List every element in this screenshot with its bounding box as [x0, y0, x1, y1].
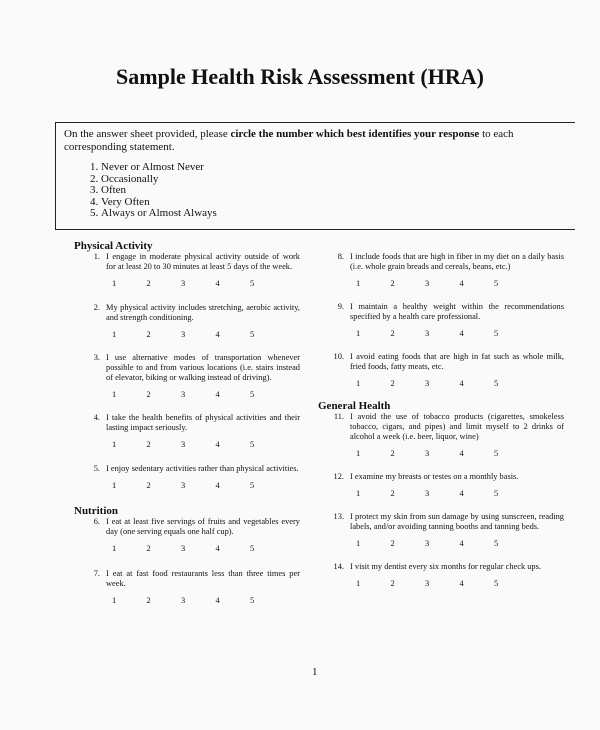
instructions-text	[64, 128, 567, 153]
rating-option[interactable]: 1	[356, 579, 361, 588]
question-number: 3.	[93, 353, 100, 362]
rating-scale	[356, 279, 564, 289]
rating-option[interactable]: 1	[356, 539, 361, 548]
rating-scale	[112, 390, 300, 400]
rating-option[interactable]: 4	[215, 481, 220, 490]
rating-option[interactable]: 3	[181, 544, 186, 553]
question-7	[70, 569, 300, 606]
rating-option[interactable]: 1	[112, 330, 117, 339]
rating-option[interactable]: 2	[390, 329, 395, 338]
question-11	[314, 412, 564, 459]
question-8	[314, 252, 564, 289]
rating-scale	[112, 440, 300, 450]
question-text: I enjoy sedentary activities rather than physical activities.	[106, 464, 299, 473]
rating-option[interactable]: 5	[494, 489, 499, 498]
rating-scale	[112, 544, 300, 554]
rating-option[interactable]: 4	[215, 596, 220, 605]
question-text: I avoid eating foods that are high in fat such as whole milk, fried foods, fatty meats, etc.	[350, 352, 564, 371]
rating-option[interactable]: 2	[146, 544, 151, 553]
rating-option[interactable]: 3	[425, 329, 430, 338]
rating-option[interactable]: 4	[215, 330, 220, 339]
rating-option[interactable]: 2	[146, 279, 151, 288]
rating-option[interactable]: 3	[425, 539, 430, 548]
question-10	[314, 352, 564, 389]
rating-option[interactable]: 2	[390, 449, 395, 458]
rating-option[interactable]: 3	[425, 379, 430, 388]
rating-option[interactable]: 5	[250, 481, 255, 490]
rating-option[interactable]: 5	[250, 390, 255, 399]
question-number: 12.	[333, 472, 344, 481]
rating-scale	[356, 489, 564, 499]
response-option: 3. Often	[101, 185, 567, 197]
rating-option[interactable]: 5	[250, 596, 255, 605]
question-12	[314, 472, 564, 499]
question-13	[314, 512, 564, 549]
question-text: I visit my dentist every six months for regular check ups.	[350, 562, 541, 571]
left-column	[70, 240, 300, 606]
rating-option[interactable]: 3	[425, 579, 430, 588]
question-9	[314, 302, 564, 339]
question-text: I use alternative modes of transportation whenever possible to and from various locations (i.e. stairs instead of elevator, biking or walking instead of driving).	[106, 353, 300, 382]
question-text: I protect my skin from sun damage by using sunscreen, reading labels, and/or avoiding tanning booths and tanning beds.	[350, 512, 564, 531]
rating-option[interactable]: 4	[215, 390, 220, 399]
response-option: 5. Always or Almost Always	[101, 208, 567, 220]
question-number: 2.	[93, 303, 100, 312]
rating-option[interactable]: 2	[390, 579, 395, 588]
question-3	[70, 353, 300, 400]
question-1	[70, 252, 300, 289]
rating-scale	[356, 329, 564, 339]
rating-option[interactable]: 1	[356, 329, 361, 338]
question-number: 8.	[337, 252, 344, 261]
response-option: 4. Very Often	[101, 197, 567, 209]
rating-option[interactable]: 1	[112, 544, 117, 553]
response-options-list	[64, 162, 567, 220]
question-text: I engage in moderate physical activity outside of work for at least 20 to 30 minutes at least 5 days of the week.	[106, 252, 300, 271]
question-5	[70, 464, 300, 491]
rating-option[interactable]: 2	[146, 481, 151, 490]
rating-option[interactable]: 5	[494, 279, 499, 288]
rating-option[interactable]: 1	[356, 279, 361, 288]
right-column	[314, 252, 564, 589]
rating-option[interactable]: 5	[494, 579, 499, 588]
question-text: I maintain a healthy weight within the recommendations specified by a health care professional.	[350, 302, 564, 321]
rating-scale	[112, 330, 300, 340]
rating-scale	[356, 449, 564, 459]
rating-option[interactable]: 1	[356, 379, 361, 388]
rating-option[interactable]: 2	[146, 440, 151, 449]
rating-option[interactable]: 3	[181, 330, 186, 339]
question-number: 10.	[333, 352, 344, 361]
question-14	[314, 562, 564, 589]
rating-option[interactable]: 2	[390, 379, 395, 388]
rating-option[interactable]: 2	[146, 596, 151, 605]
question-text: I eat at least five servings of fruits and vegetables every day (one serving equals one half cup).	[106, 517, 300, 536]
rating-option[interactable]: 1	[356, 449, 361, 458]
question-number: 9.	[337, 302, 344, 311]
instructions-text-start: On the answer sheet provided, please	[64, 128, 231, 140]
rating-option[interactable]: 4	[459, 329, 464, 338]
rating-option[interactable]: 4	[215, 544, 220, 553]
question-number: 11.	[333, 412, 344, 421]
rating-option[interactable]: 5	[250, 544, 255, 553]
section-heading-general-health: General Health	[318, 400, 391, 412]
rating-option[interactable]: 5	[250, 440, 255, 449]
question-number: 6.	[93, 517, 100, 526]
rating-option[interactable]: 3	[181, 279, 186, 288]
question-number: 7.	[93, 569, 100, 578]
rating-option[interactable]: 4	[459, 279, 464, 288]
rating-option[interactable]: 4	[459, 489, 464, 498]
rating-option[interactable]: 3	[181, 440, 186, 449]
rating-option[interactable]: 1	[112, 390, 117, 399]
rating-scale	[112, 596, 300, 606]
rating-option[interactable]: 2	[146, 330, 151, 339]
rating-option[interactable]: 5	[494, 539, 499, 548]
question-text: I eat at fast food restaurants less than three times per week.	[106, 569, 300, 588]
instructions-text-bold: circle the number which best identifies your response	[230, 128, 480, 140]
rating-option[interactable]: 5	[250, 330, 255, 339]
question-text: I avoid the use of tobacco products (cigarettes, smokeless tobacco, cigars, and pipes) and limit myself to 2 drinks of alcohol a week (i.e. beer, liquor, wine)	[350, 412, 564, 441]
rating-option[interactable]: 3	[181, 596, 186, 605]
page-number: 1	[312, 666, 318, 678]
question-6	[70, 517, 300, 554]
question-number: 4.	[93, 413, 100, 422]
rating-option[interactable]: 1	[112, 279, 117, 288]
rating-option[interactable]: 2	[146, 390, 151, 399]
instructions-text-end: to each corresponding statement.	[64, 128, 514, 153]
rating-option[interactable]: 3	[425, 279, 430, 288]
question-number: 1.	[93, 252, 100, 261]
rating-option[interactable]: 4	[459, 579, 464, 588]
rating-option[interactable]: 5	[494, 449, 499, 458]
response-option: 1. Never or Almost Never	[101, 162, 567, 174]
rating-option[interactable]: 2	[390, 539, 395, 548]
rating-option[interactable]: 3	[181, 390, 186, 399]
question-number: 14.	[333, 562, 344, 571]
page-title: Sample Health Risk Assessment (HRA)	[116, 64, 484, 89]
rating-option[interactable]: 1	[112, 440, 117, 449]
rating-option[interactable]: 3	[425, 449, 430, 458]
question-text: My physical activity includes stretching, aerobic activity, and strength conditioning.	[106, 303, 300, 322]
question-4	[70, 413, 300, 450]
rating-option[interactable]: 3	[181, 481, 186, 490]
rating-scale	[112, 279, 300, 289]
rating-option[interactable]: 3	[425, 489, 430, 498]
rating-scale	[356, 379, 564, 389]
question-text: I include foods that are high in fiber in my diet on a daily basis (i.e. whole grain breads and cereals, beans, etc.)	[350, 252, 564, 271]
rating-option[interactable]: 1	[356, 489, 361, 498]
rating-option[interactable]: 5	[494, 329, 499, 338]
rating-option[interactable]: 4	[459, 449, 464, 458]
rating-option[interactable]: 2	[390, 279, 395, 288]
instructions-box	[55, 122, 575, 230]
rating-option[interactable]: 1	[112, 481, 117, 490]
rating-scale	[112, 481, 300, 491]
question-text: I examine my breasts or testes on a monthly basis.	[350, 472, 519, 481]
response-option: 2. Occasionally	[101, 174, 567, 186]
question-number: 5.	[93, 464, 100, 473]
rating-option[interactable]: 5	[494, 379, 499, 388]
rating-option[interactable]: 1	[112, 596, 117, 605]
rating-scale	[356, 579, 564, 589]
rating-option[interactable]: 2	[390, 489, 395, 498]
section-heading-physical-activity: Physical Activity	[74, 240, 153, 252]
rating-option[interactable]: 4	[215, 279, 220, 288]
rating-option[interactable]: 4	[459, 379, 464, 388]
rating-option[interactable]: 4	[459, 539, 464, 548]
question-2	[70, 303, 300, 340]
rating-scale	[356, 539, 564, 549]
section-heading-nutrition: Nutrition	[74, 505, 118, 517]
rating-option[interactable]: 4	[215, 440, 220, 449]
question-text: I take the health benefits of physical activities and their lasting impact seriously.	[106, 413, 300, 432]
rating-option[interactable]: 5	[250, 279, 255, 288]
question-number: 13.	[333, 512, 344, 521]
